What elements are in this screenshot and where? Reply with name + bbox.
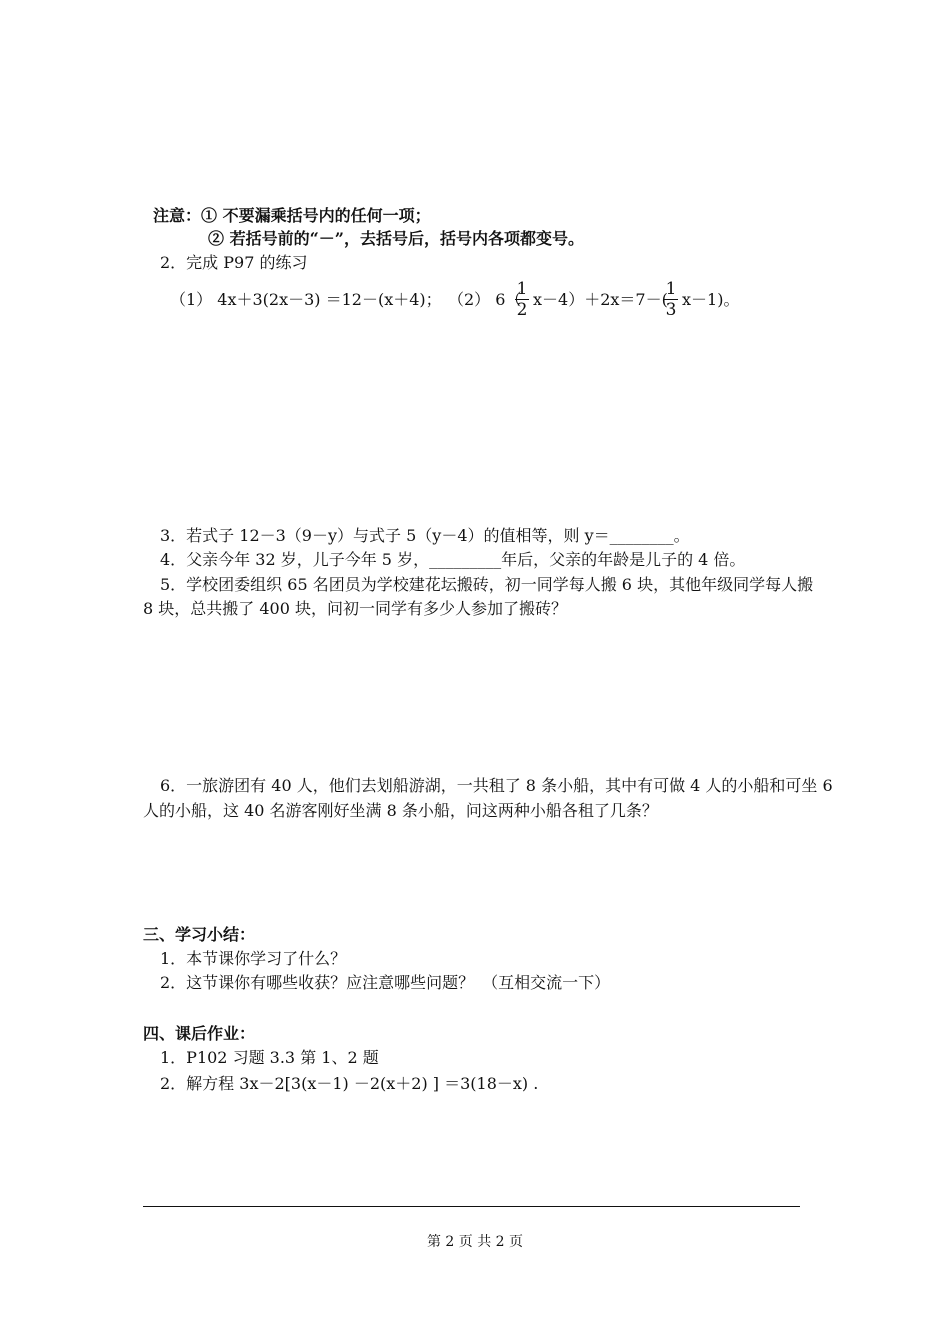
question-6-line-1: 6．一旅游团有 40 人，他们去划船游湖，一共租了 8 条小船，其中有可做 4 人的小船和可坐 6 <box>160 776 833 795</box>
question-5-line-2: 8 块，总共搬了 400 块，问初一同学有多少人参加了搬砖？ <box>143 599 567 618</box>
homework-item-1: 1．P102 习题 3.3 第 1、2 题 <box>160 1048 379 1067</box>
fraction-denominator: 2 <box>516 300 528 320</box>
footer-divider <box>143 1206 800 1207</box>
fraction-numerator: 1 <box>516 279 528 299</box>
fraction-one-half <box>512 279 532 320</box>
question-4: 4．父亲今年 32 岁，儿子今年 5 岁，_________年后，父亲的年龄是儿子的 4 倍。 <box>160 550 746 569</box>
q2-equation-2-label: （2） 6（ <box>448 290 522 309</box>
fraction-one-third <box>661 279 681 320</box>
q2-equation-2-end: x－1)。 <box>682 290 740 309</box>
summary-heading: 三、学习小结： <box>143 925 256 944</box>
note-line-1: 注意：① 不要漏乘括号内的任何一项； <box>153 206 431 225</box>
q2-title: 2．完成 P97 的练习 <box>160 253 308 272</box>
summary-item-1: 1．本节课你学习了什么？ <box>160 949 347 968</box>
question-5-line-1: 5．学校团委组织 65 名团员为学校建花坛搬砖，初一同学每人搬 6 块，其他年级同学每人搬 <box>160 575 814 594</box>
question-6-line-2: 人的小船，这 40 名游客刚好坐满 8 条小船，问这两种小船各租了几条？ <box>143 801 658 820</box>
homework-item-2: 2．解方程 3x－2[3(x－1) －2(x＋2) ] ＝3(18－x) . <box>160 1074 539 1093</box>
question-3: 3．若式子 12－3（9－y）与式子 5（y－4）的值相等，则 y＝________。 <box>160 526 690 545</box>
fraction-denominator: 3 <box>665 300 677 320</box>
fraction-numerator: 1 <box>665 279 677 299</box>
note-line-2: ② 若括号前的“－”，去括号后，括号内各项都变号。 <box>208 229 584 248</box>
homework-heading: 四、课后作业： <box>143 1024 256 1043</box>
summary-item-2: 2．这节课你有哪些收获？应注意哪些问题？ （互相交流一下） <box>160 973 611 992</box>
page-footer: 第 2 页 共 2 页 <box>426 1234 524 1250</box>
q2-equation-1: （1） 4x＋3(2x－3) ＝12－(x＋4)； <box>170 290 442 309</box>
q2-equation-2-middle: x－4）＋2x＝7－( <box>533 290 668 309</box>
